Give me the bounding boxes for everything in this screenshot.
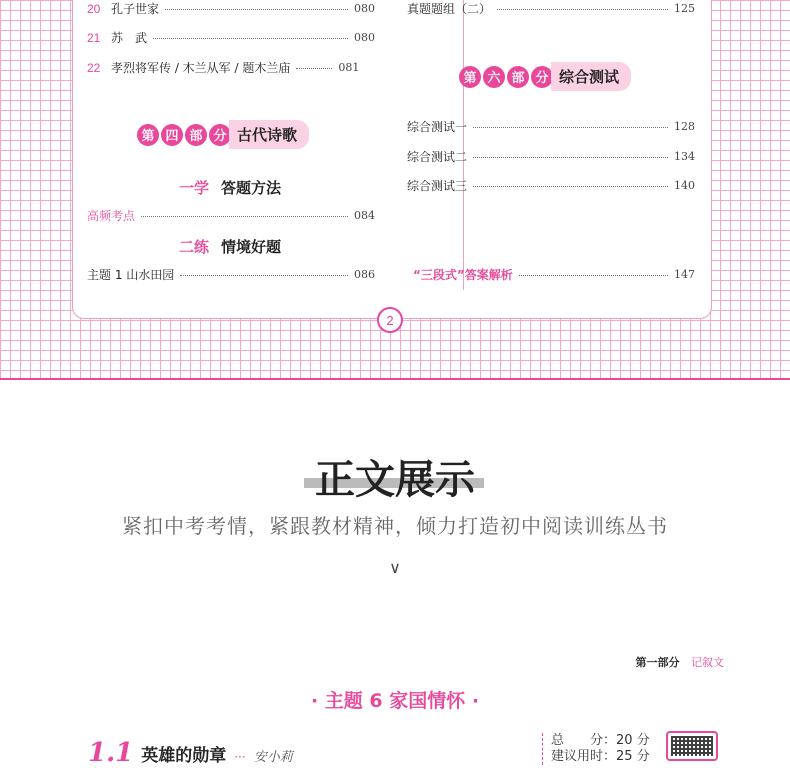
lesson-title: 英雄的勋章 [141, 746, 227, 766]
toc-row-page: 147 [674, 268, 695, 281]
toc-row-title: 主题 1 山水田园 [87, 268, 175, 282]
part-char: 四 [161, 124, 183, 146]
qr-code-icon[interactable] [666, 731, 718, 761]
part-char: 六 [483, 66, 505, 88]
section-tag: 二练 [179, 238, 210, 256]
lesson-author: 安小莉 [253, 750, 293, 765]
chevron-down-icon[interactable]: ∨ [389, 558, 401, 577]
part-title: 综合测试 [551, 62, 631, 91]
toc-row-title: “三段式”答案解析 [413, 268, 513, 282]
toc-row-page: 080 [354, 2, 375, 15]
showcase-subtitle: 紧扣中考考情，紧跟教材精神，倾力打造初中阅读训练丛书 [122, 514, 668, 538]
toc-row-title: 高频考点 [87, 209, 136, 223]
part4-badge [137, 120, 309, 149]
toc-row[interactable] [407, 118, 695, 135]
part-char: 第 [137, 124, 159, 146]
toc-row-title: 孔子世家 [111, 2, 160, 16]
section-heading [179, 236, 281, 257]
page-number-badge: 2 [377, 307, 403, 333]
toc-row-title: 综合测试三 [407, 179, 468, 193]
toc-row[interactable] [87, 266, 375, 283]
section-tag: 一学 [179, 179, 210, 197]
part-char: 分 [531, 66, 553, 88]
time-line: 建议用时：25 分 [551, 749, 650, 764]
toc-row[interactable] [407, 0, 695, 17]
sample-page-header [636, 654, 725, 670]
toc-row[interactable] [407, 148, 695, 165]
leader-dots [519, 274, 668, 276]
toc-row[interactable] [87, 59, 375, 76]
leader-dots [153, 37, 348, 39]
leader-dots [497, 8, 668, 10]
part-name: 记叙文 [691, 656, 724, 669]
leader-dots [473, 156, 668, 158]
toc-row[interactable] [87, 207, 375, 224]
toc-card [72, 0, 712, 319]
part-char: 分 [209, 124, 231, 146]
toc-row-page: 128 [674, 120, 695, 133]
toc-row-page: 125 [674, 2, 695, 15]
leader-dots [473, 126, 668, 128]
toc-row-page: 140 [674, 179, 695, 192]
toc-row[interactable] [87, 29, 375, 46]
leader-dots [473, 185, 668, 187]
section-heading [179, 177, 281, 198]
toc-row-title: 真题题组（二） [407, 2, 492, 16]
toc-row-page: 080 [354, 31, 375, 44]
toc-row-number: 21 [87, 30, 101, 45]
part6-badge [459, 62, 631, 91]
column-divider [463, 0, 464, 290]
score-line: 总 分：20 分 [551, 733, 650, 748]
part-char: 部 [185, 124, 207, 146]
toc-row[interactable] [87, 0, 375, 17]
section-title: 答题方法 [221, 179, 282, 197]
leader-dots [180, 274, 348, 276]
lesson-number: 1.1 [88, 738, 134, 768]
leader-dots [165, 8, 348, 10]
part-char: 部 [507, 66, 529, 88]
toc-row-number: 22 [87, 60, 101, 75]
part-char: 第 [459, 66, 481, 88]
toc-row[interactable] [413, 266, 695, 283]
toc-row-page: 084 [354, 209, 375, 222]
section-title: 情境好题 [221, 238, 282, 256]
lesson-heading [88, 738, 293, 768]
toc-row-title: 综合测试二 [407, 150, 468, 164]
toc-row-page: 086 [354, 268, 375, 281]
part-label: 第一部分 [635, 656, 680, 669]
part-title: 古代诗歌 [229, 120, 309, 149]
toc-row-title: 综合测试一 [407, 120, 468, 134]
toc-row-page: 134 [674, 150, 695, 163]
lesson-dots: ··· [234, 750, 246, 764]
showcase-title: 正文展示 [315, 457, 475, 503]
toc-row-title: 苏 武 [111, 31, 148, 45]
toc-row-page: 081 [338, 61, 360, 74]
leader-dots [141, 215, 348, 217]
toc-row-title: 孝烈将军传 / 木兰从军 / 题木兰庙 [111, 61, 291, 75]
toc-row[interactable] [407, 177, 695, 194]
toc-row-number: 20 [87, 1, 101, 16]
leader-dots [296, 67, 332, 69]
theme-heading: · 主题 6 家国情怀 · [310, 690, 480, 712]
score-box [542, 733, 650, 765]
